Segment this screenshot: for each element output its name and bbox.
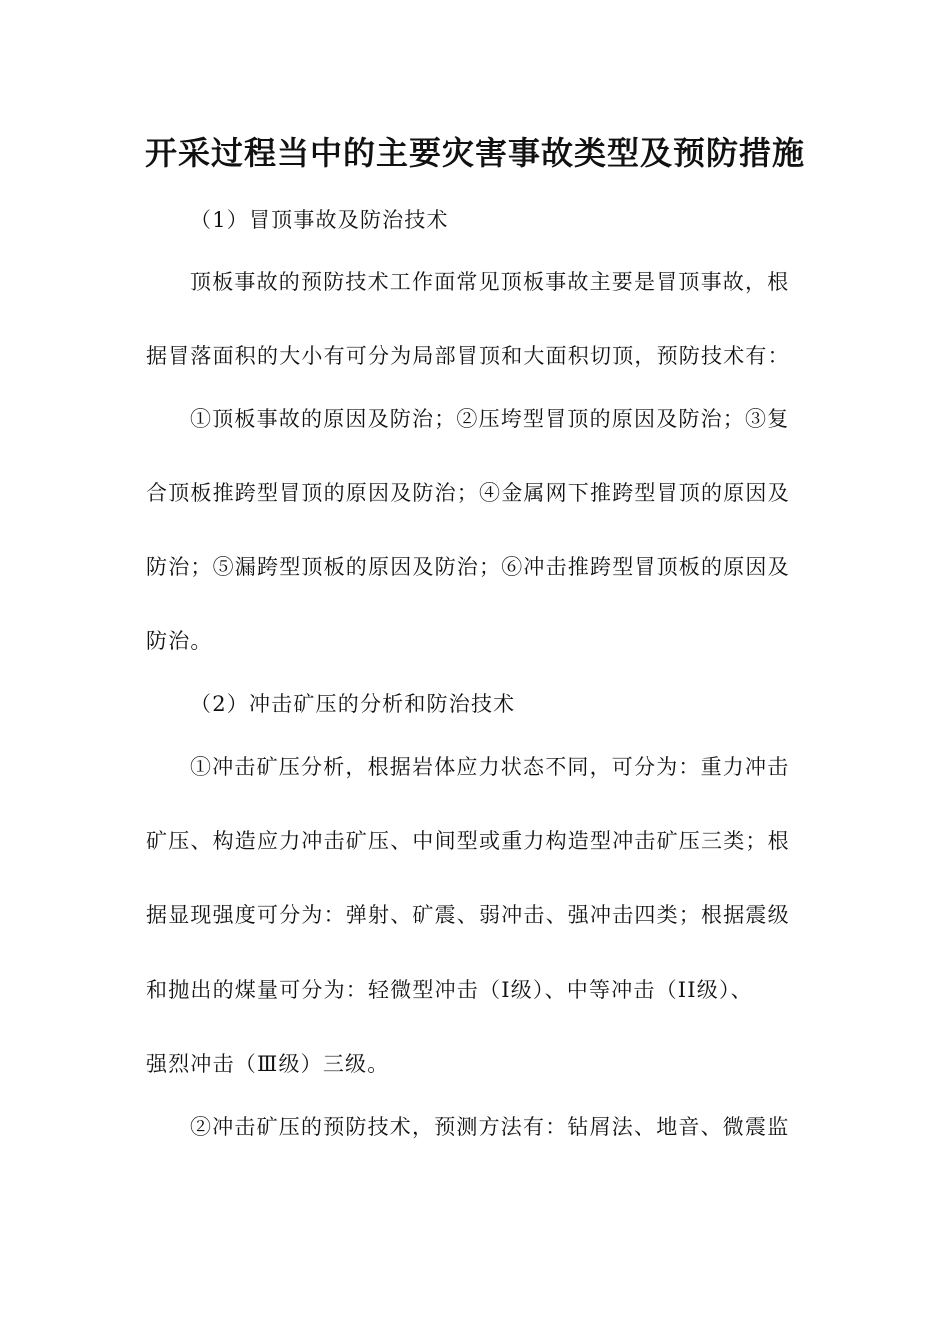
paragraph-line: 合顶板推跨型冒顶的原因及防治；④金属网下推跨型冒顶的原因及 xyxy=(146,481,790,505)
paragraph-line: ①冲击矿压分析，根据岩体应力状态不同，可分为：重力冲击 xyxy=(190,755,790,779)
page-title: 开采过程当中的主要灾害事故类型及预防措施 xyxy=(144,134,805,172)
paragraph-line: ②冲击矿压的预防技术，预测方法有：钻屑法、地音、微震监 xyxy=(190,1115,790,1139)
paragraph-line: 顶板事故的预防技术工作面常见顶板事故主要是冒顶事故，根 xyxy=(190,270,790,294)
paragraph-line: 防治。 xyxy=(146,629,213,653)
paragraph-line: 据冒落面积的大小有可分为局部冒顶和大面积切顶，预防技术有： xyxy=(146,344,790,368)
paragraph-line: 和抛出的煤量可分为：轻微型冲击（I级）、中等冲击（II级）、 xyxy=(146,978,753,1002)
paragraph-line: 矿压、构造应力冲击矿压、中间型或重力构造型冲击矿压三类；根 xyxy=(146,829,790,853)
section-heading-2: （2）冲击矿压的分析和防治技术 xyxy=(190,692,516,716)
paragraph-line: 防治；⑤漏跨型顶板的原因及防治；⑥冲击推跨型冒顶板的原因及 xyxy=(146,555,790,579)
section-heading-1: （1）冒顶事故及防治技术 xyxy=(190,208,449,232)
paragraph-line: ①顶板事故的原因及防治；②压垮型冒顶的原因及防治；③复 xyxy=(190,407,790,431)
paragraph-line: 据显现强度可分为：弹射、矿震、弱冲击、强冲击四类；根据震级 xyxy=(146,903,790,927)
paragraph-line: 强烈冲击（Ⅲ级）三级。 xyxy=(146,1052,390,1076)
